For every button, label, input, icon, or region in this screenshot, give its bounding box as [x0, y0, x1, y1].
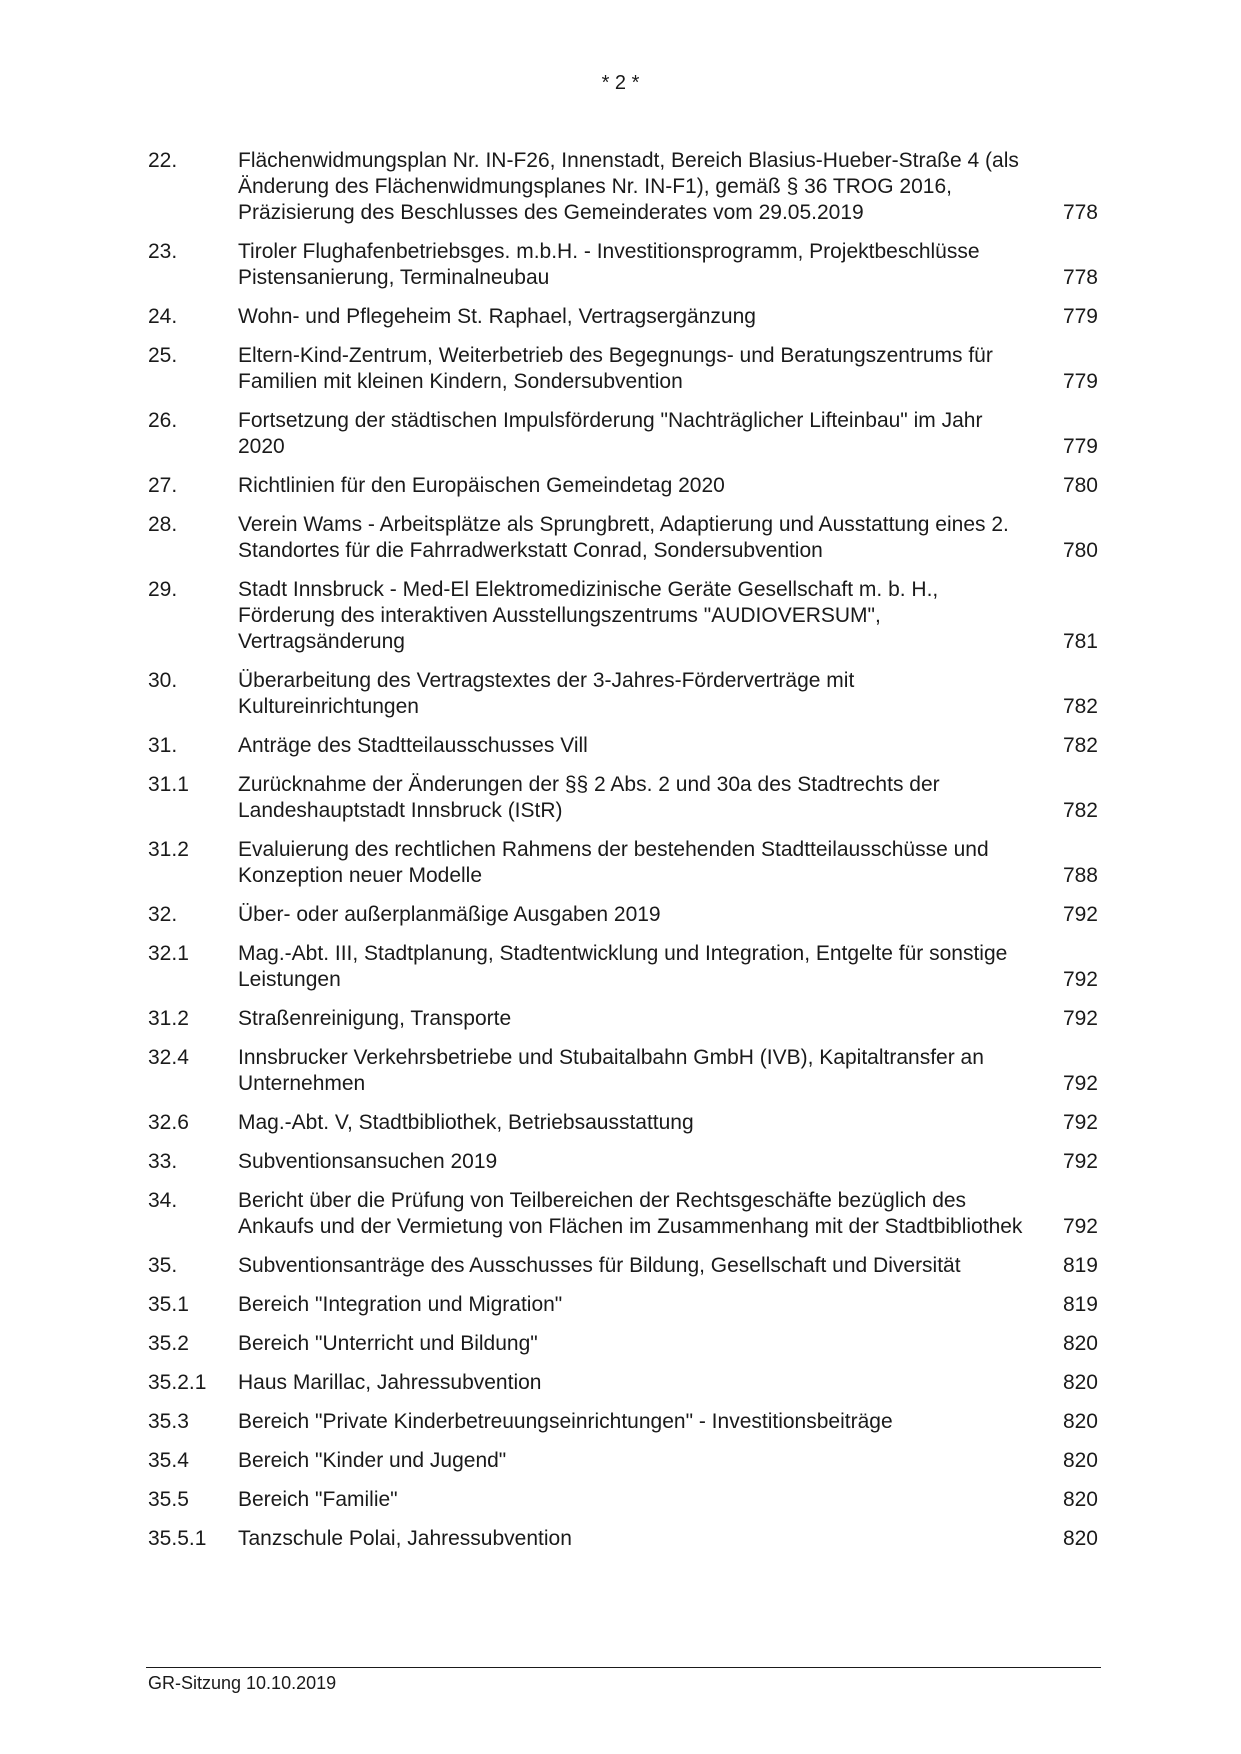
entry-page: 780: [1062, 539, 1098, 562]
toc-entry: [148, 837, 1098, 889]
entry-number: 29.: [148, 578, 178, 601]
entry-number: 32.4: [148, 1046, 189, 1069]
toc-entry: [148, 512, 1098, 564]
entry-number: 35.2.1: [148, 1371, 207, 1394]
entry-page: 820: [1062, 1488, 1098, 1511]
entry-number: 27.: [148, 474, 178, 497]
toc-entry: [148, 1188, 1098, 1240]
entry-title: Stadt Innsbruck - Med-El Elektromedizinische Geräte Gesellschaft m. b. H., Förderung des interaktiven Ausstellungszentrums "AUDIOVERSUM", Vertragsänderung: [238, 578, 939, 653]
toc-entry: [148, 1370, 1098, 1396]
entry-number: 35.5.1: [148, 1527, 207, 1550]
entry-number: 25.: [148, 344, 178, 367]
entry-number: 22.: [148, 149, 178, 172]
entry-title: Bereich "Integration und Migration": [238, 1293, 563, 1316]
entry-page: 792: [1062, 1072, 1098, 1095]
entry-title: Richtlinien für den Europäischen Gemeindetag 2020: [238, 474, 725, 497]
entry-title: Überarbeitung des Vertragstextes der 3-Jahres-Förderverträge mit Kultureinrichtungen: [238, 669, 855, 718]
toc-entry: [148, 1526, 1098, 1552]
entry-number: 23.: [148, 240, 178, 263]
entry-title: Fortsetzung der städtischen Impulsförderung "Nachträglicher Lifteinbau" im Jahr 2020: [238, 409, 983, 458]
toc-entry: [148, 1487, 1098, 1513]
entry-title: Zurücknahme der Änderungen der §§ 2 Abs. 2 und 30a des Stadtrechts der Landeshauptstadt Innsbruck (IStR): [238, 773, 940, 822]
entry-number: 35.4: [148, 1449, 189, 1472]
entry-page: 820: [1062, 1371, 1098, 1394]
entry-number: 31.: [148, 734, 178, 757]
toc-entry: [148, 668, 1098, 720]
entry-page: 782: [1062, 734, 1098, 757]
entry-page: 820: [1062, 1332, 1098, 1355]
toc-entry: [148, 1149, 1098, 1175]
toc-entry: [148, 473, 1098, 499]
entry-number: 35.3: [148, 1410, 189, 1433]
toc-entry: [148, 1409, 1098, 1435]
entry-page: 782: [1062, 799, 1098, 822]
entry-number: 32.1: [148, 942, 189, 965]
toc-entry: [148, 239, 1098, 291]
entry-page: 782: [1062, 695, 1098, 718]
entry-page: 820: [1062, 1527, 1098, 1550]
entry-number: 28.: [148, 513, 178, 536]
entry-page: 779: [1062, 305, 1098, 328]
entry-number: 35.5: [148, 1488, 189, 1511]
entry-number: 31.2: [148, 1007, 189, 1030]
entry-title: Mag.-Abt. V, Stadtbibliothek, Betriebsausstattung: [238, 1111, 694, 1134]
entry-number: 31.2: [148, 838, 189, 861]
entry-title: Bereich "Unterricht und Bildung": [238, 1332, 538, 1355]
entry-title: Subventionsansuchen 2019: [238, 1150, 498, 1173]
entry-page: 792: [1062, 1007, 1098, 1030]
entry-title: Bereich "Familie": [238, 1488, 398, 1511]
toc-entry: [148, 1045, 1098, 1097]
entry-title: Evaluierung des rechtlichen Rahmens der bestehenden Stadtteilausschüsse und Konzeption neuer Modelle: [238, 838, 989, 887]
entry-title: Flächenwidmungsplan Nr. IN-F26, Innenstadt, Bereich Blasius-Hueber-Straße 4 (als Änderung des Flächenwidmungsplanes Nr. IN-F1), gemäß § 36 TROG 2016, Präzisierung des Beschlusses des Gemeinderates vom 29.05.2019: [238, 149, 1019, 224]
entry-title: Eltern-Kind-Zentrum, Weiterbetrieb des Begegnungs- und Beratungszentrums für Familien mit kleinen Kindern, Sondersubvention: [238, 344, 993, 393]
toc-entry: [148, 902, 1098, 928]
entry-title: Wohn- und Pflegeheim St. Raphael, Vertragsergänzung: [238, 305, 756, 328]
toc-entry: [148, 1448, 1098, 1474]
entry-number: 32.: [148, 903, 178, 926]
entry-page: 779: [1062, 370, 1098, 393]
entry-number: 32.6: [148, 1111, 189, 1134]
entry-title: Subventionsanträge des Ausschusses für Bildung, Gesellschaft und Diversität: [238, 1254, 961, 1277]
toc-entry: [148, 1331, 1098, 1357]
toc-entry: [148, 1253, 1098, 1279]
entry-page: 779: [1062, 435, 1098, 458]
entry-title: Bericht über die Prüfung von Teilbereichen der Rechtsgeschäfte bezüglich des Ankaufs und der Vermietung von Flächen im Zusammenhang mit der Stadtbibliothek: [238, 1189, 1023, 1238]
entry-title: Straßenreinigung, Transporte: [238, 1007, 512, 1030]
entry-page: 792: [1062, 1111, 1098, 1134]
toc-entry: [148, 304, 1098, 330]
entry-page: 788: [1062, 864, 1098, 887]
footer-session-date: GR-Sitzung 10.10.2019: [148, 1673, 337, 1693]
entry-title: Bereich "Kinder und Jugend": [238, 1449, 507, 1472]
entry-page: 792: [1062, 1215, 1098, 1238]
entry-number: 30.: [148, 669, 178, 692]
entry-page: 778: [1062, 201, 1098, 224]
entry-title: Innsbrucker Verkehrsbetriebe und Stubaitalbahn GmbH (IVB), Kapitaltransfer an Unternehmen: [238, 1046, 984, 1095]
entry-number: 34.: [148, 1189, 178, 1212]
entry-page: 792: [1062, 1150, 1098, 1173]
entry-title: Anträge des Stadtteilausschusses Vill: [238, 734, 588, 757]
entry-number: 35.2: [148, 1332, 189, 1355]
entry-page: 819: [1062, 1254, 1098, 1277]
toc-entry: [148, 148, 1098, 226]
entry-number: 35.1: [148, 1293, 189, 1316]
entry-page: 778: [1062, 266, 1098, 289]
toc-entry: [148, 1110, 1098, 1136]
footer-divider: [146, 1667, 1101, 1668]
toc-entry: [148, 772, 1098, 824]
toc-entry: [148, 1292, 1098, 1318]
entry-page: 792: [1062, 903, 1098, 926]
entry-title: Verein Wams - Arbeitsplätze als Sprungbrett, Adaptierung und Ausstattung eines 2. Standortes für die Fahrradwerkstatt Conrad, Sondersubvention: [238, 513, 1009, 562]
entry-page: 820: [1062, 1410, 1098, 1433]
entry-number: 24.: [148, 305, 178, 328]
entry-number: 33.: [148, 1150, 178, 1173]
page-number: * 2 *: [601, 72, 640, 94]
toc-entry: [148, 343, 1098, 395]
entry-number: 26.: [148, 409, 178, 432]
entry-title: Über- oder außerplanmäßige Ausgaben 2019: [238, 903, 661, 926]
entry-title: Haus Marillac, Jahressubvention: [238, 1371, 542, 1394]
entry-page: 819: [1062, 1293, 1098, 1316]
toc-entry: [148, 941, 1098, 993]
toc-entry: [148, 408, 1098, 460]
entry-page: 781: [1062, 630, 1098, 653]
entry-page: 820: [1062, 1449, 1098, 1472]
entry-page: 780: [1062, 474, 1098, 497]
entry-title: Tiroler Flughafenbetriebsges. m.b.H. - Investitionsprogramm, Projektbeschlüsse Pistensanierung, Terminalneubau: [238, 240, 980, 289]
entry-title: Tanzschule Polai, Jahressubvention: [238, 1527, 572, 1550]
entry-title: Bereich "Private Kinderbetreuungseinrichtungen" - Investitionsbeiträge: [238, 1410, 893, 1433]
toc-entry: [148, 733, 1098, 759]
entry-title: Mag.-Abt. III, Stadtplanung, Stadtentwicklung und Integration, Entgelte für sonstige Leistungen: [238, 942, 1008, 991]
table-of-contents: [148, 148, 1098, 1565]
entry-number: 31.1: [148, 773, 189, 796]
entry-number: 35.: [148, 1254, 178, 1277]
entry-page: 792: [1062, 968, 1098, 991]
toc-entry: [148, 1006, 1098, 1032]
toc-entry: [148, 577, 1098, 655]
